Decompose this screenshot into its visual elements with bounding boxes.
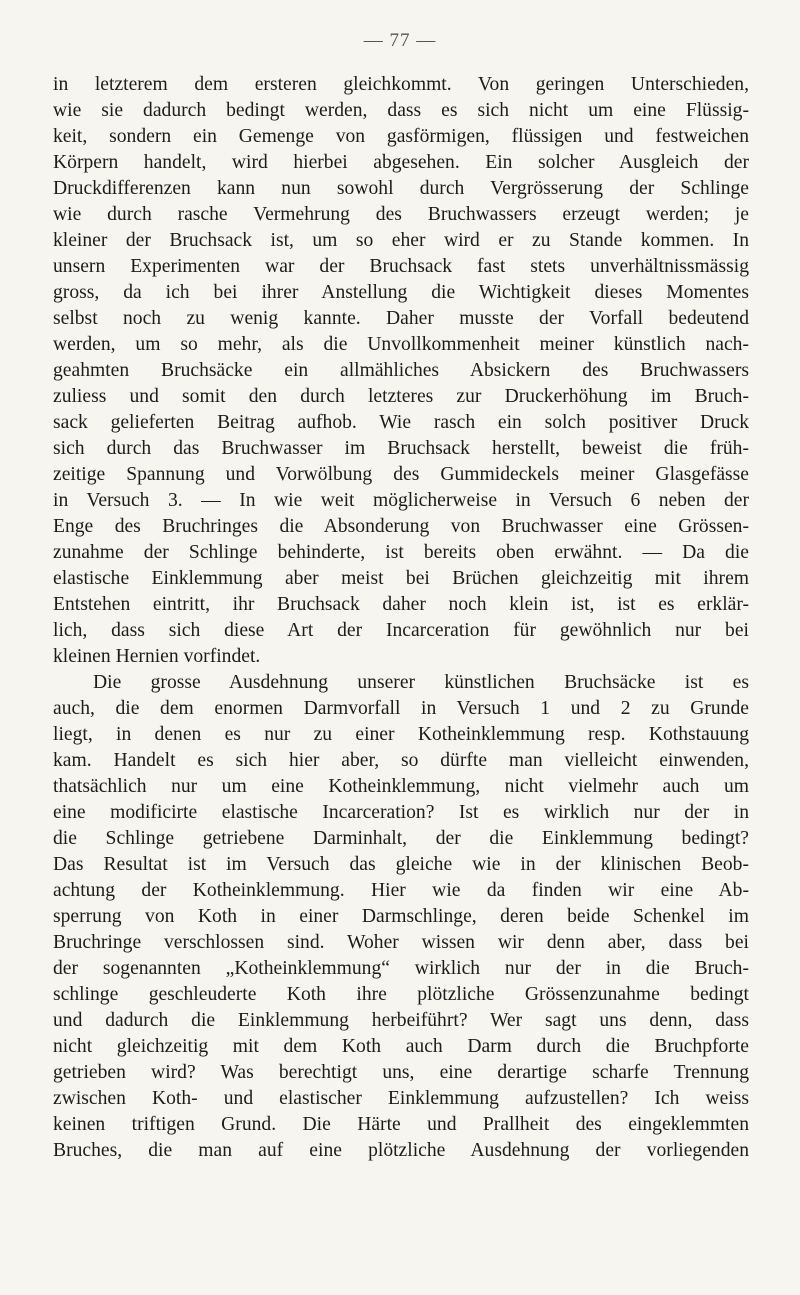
text-line: keinen triftigen Grund. Die Härte und Prallheit des eingeklemmten (53, 1114, 749, 1135)
text-line: und dadurch die Einklemmung herbeiführt? Wer sagt uns denn, dass (53, 1010, 749, 1031)
text-line: wie sie dadurch bedingt werden, dass es sich nicht um eine Flüssig- (53, 100, 749, 121)
text-line: lich, dass sich diese Art der Incarceration für gewöhnlich nur bei (53, 620, 749, 641)
text-line: Bruchringe verschlossen sind. Woher wissen wir denn aber, dass bei (53, 932, 749, 953)
text-line: zuliess und somit den durch letzteres zur Druckerhöhung im Bruch- (53, 386, 749, 407)
text-line: sich durch das Bruchwasser im Bruchsack herstellt, beweist die früh- (53, 438, 749, 459)
text-line: werden, um so mehr, als die Unvollkommenheit meiner künstlich nach- (53, 334, 749, 355)
text-line: nicht gleichzeitig mit dem Koth auch Darm durch die Bruchpforte (53, 1036, 749, 1057)
text-line: zunahme der Schlinge behinderte, ist bereits oben erwähnt. — Da die (53, 542, 749, 563)
body-text (53, 72, 749, 1164)
text-line: eine modificirte elastische Incarceration? Ist es wirklich nur der in (53, 802, 749, 823)
text-line: die Schlinge getriebene Darminhalt, der die Einklemmung bedingt? (53, 828, 749, 849)
text-line: Die grosse Ausdehnung unserer künstlichen Bruchsäcke ist es (93, 672, 749, 693)
text-line: in letzterem dem ersteren gleichkommt. Von geringen Unterschieden, (53, 74, 749, 95)
page-number: — 77 — (363, 30, 437, 51)
text-line: gross, da ich bei ihrer Anstellung die Wichtigkeit dieses Momentes (53, 282, 749, 303)
text-line: Das Resultat ist im Versuch das gleiche wie in der klinischen Beob- (53, 854, 749, 875)
text-line: achtung der Kotheinklemmung. Hier wie da finden wir eine Ab- (53, 880, 749, 901)
text-line: auch, die dem enormen Darmvorfall in Versuch 1 und 2 zu Grunde (53, 698, 749, 719)
text-line: kleinen Hernien vorfindet. (53, 646, 261, 667)
text-line: kam. Handelt es sich hier aber, so dürfte man vielleicht einwenden, (53, 750, 749, 771)
text-line: selbst noch zu wenig kannte. Daher musste der Vorfall bedeutend (53, 308, 749, 329)
text-line: thatsächlich nur um eine Kotheinklemmung, nicht vielmehr auch um (53, 776, 749, 797)
text-line: getrieben wird? Was berechtigt uns, eine derartige scharfe Trennung (53, 1062, 749, 1083)
text-line: geahmten Bruchsäcke ein allmähliches Absickern des Bruchwassers (53, 360, 749, 381)
text-line: wie durch rasche Vermehrung des Bruchwassers erzeugt werden; je (53, 204, 749, 225)
text-line: keit, sondern ein Gemenge von gasförmigen, flüssigen und festweichen (53, 126, 749, 147)
text-line: in Versuch 3. — In wie weit möglicherweise in Versuch 6 neben der (53, 490, 749, 511)
text-line: zwischen Koth- und elastischer Einklemmung aufzustellen? Ich weiss (53, 1088, 749, 1109)
text-line: Körpern handelt, wird hierbei abgesehen. Ein solcher Ausgleich der (53, 152, 749, 173)
text-line: Entstehen eintritt, ihr Bruchsack daher noch klein ist, ist es erklär- (53, 594, 749, 615)
text-line: elastische Einklemmung aber meist bei Brüchen gleichzeitig mit ihrem (53, 568, 749, 589)
text-line: sack gelieferten Beitrag aufhob. Wie rasch ein solch positiver Druck (53, 412, 749, 433)
text-line: zeitige Spannung und Vorwölbung des Gummideckels meiner Glasgefässe (53, 464, 749, 485)
text-line: Enge des Bruchringes die Absonderung von Bruchwasser eine Grössen- (53, 516, 749, 537)
text-line: schlinge geschleuderte Koth ihre plötzliche Grössenzunahme bedingt (53, 984, 749, 1005)
text-line: liegt, in denen es nur zu einer Kotheinklemmung resp. Kothstauung (53, 724, 749, 745)
text-line: der sogenannten „Kotheinklemmung“ wirklich nur der in die Bruch- (53, 958, 749, 979)
text-line: sperrung von Koth in einer Darmschlinge, deren beide Schenkel im (53, 906, 749, 927)
text-line: Bruches, die man auf eine plötzliche Ausdehnung der vorliegenden (53, 1140, 749, 1161)
text-line: kleiner der Bruchsack ist, um so eher wird er zu Stande kommen. In (53, 230, 749, 251)
text-line: Druckdifferenzen kann nun sowohl durch Vergrösserung der Schlinge (53, 178, 749, 199)
text-line: unsern Experimenten war der Bruchsack fast stets unverhältnissmässig (53, 256, 749, 277)
